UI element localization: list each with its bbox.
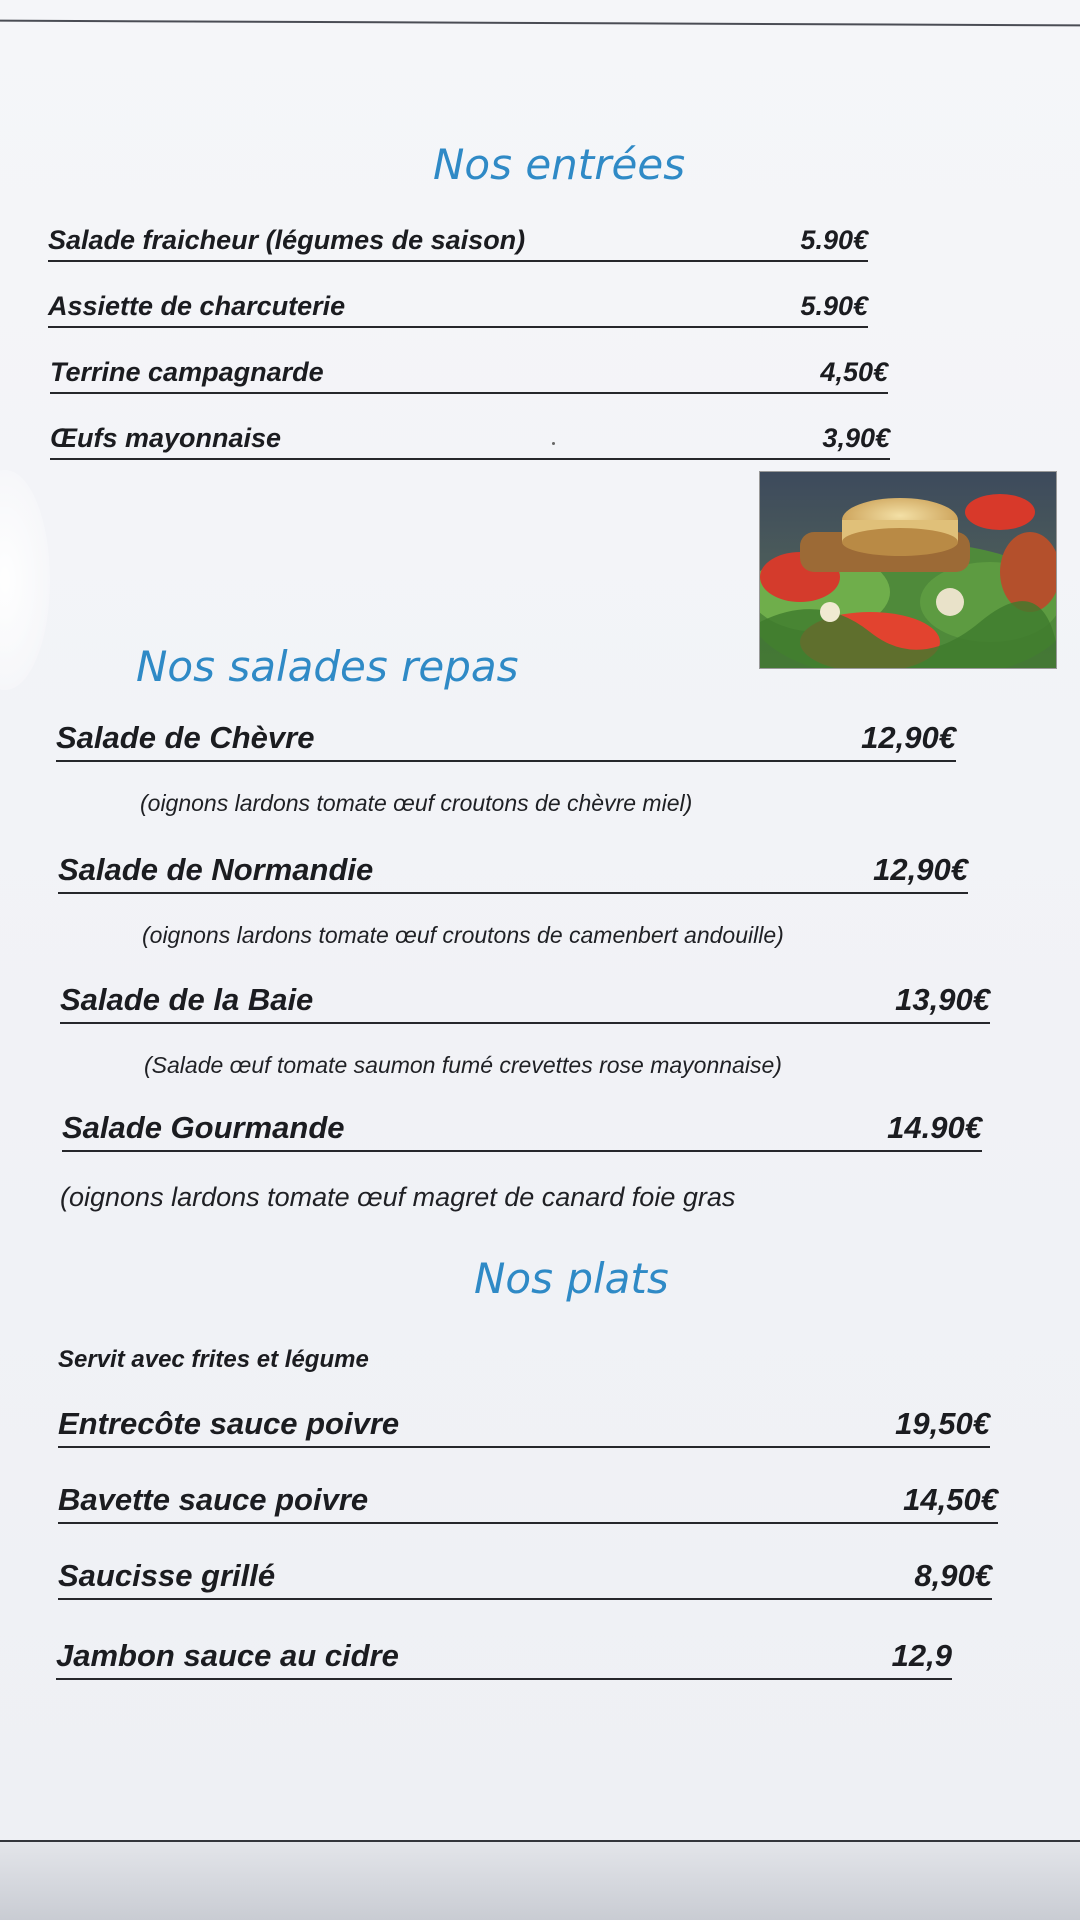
item-price: 12,90€ <box>873 852 968 887</box>
item-name: Assiette de charcuterie <box>48 291 346 321</box>
item-name: Jambon sauce au cidre <box>56 1638 399 1673</box>
menu-item <box>58 1404 990 1448</box>
item-name: Bavette sauce poivre <box>58 1482 369 1517</box>
table-edge <box>0 1842 1080 1920</box>
item-underline <box>58 1598 992 1600</box>
menu-item <box>60 980 990 1024</box>
item-price: 3,90€ <box>822 423 890 453</box>
item-underline <box>50 392 888 394</box>
item-price: 12,90€ <box>861 720 956 755</box>
item-price: 19,50€ <box>895 1406 990 1441</box>
item-underline <box>58 892 968 894</box>
item-underline <box>50 458 890 460</box>
item-underline <box>58 1446 990 1448</box>
item-price: 13,90€ <box>895 982 990 1017</box>
section-title-entrees: Nos entrées <box>433 140 686 189</box>
item-description: (Salade œuf tomate saumon fumé crevettes rose mayonnaise) <box>144 1052 782 1078</box>
menu-item <box>56 1636 952 1680</box>
item-name: Salade de Chèvre <box>56 720 315 755</box>
item-name: Salade fraicheur (légumes de saison) <box>48 225 526 255</box>
item-price: 14,50€ <box>903 1482 998 1517</box>
menu-item <box>50 416 890 460</box>
item-name: Saucisse grillé <box>58 1558 276 1593</box>
item-name: Entrecôte sauce poivre <box>58 1406 400 1441</box>
item-price: 12,9 <box>891 1638 952 1673</box>
item-underline <box>60 1022 990 1024</box>
item-price: 8,90€ <box>914 1558 992 1593</box>
item-name: Salade Gourmande <box>62 1110 345 1145</box>
item-underline <box>48 260 868 262</box>
item-price: 5.90€ <box>800 225 868 255</box>
item-name: Salade de Normandie <box>58 852 374 887</box>
top-divider <box>0 20 1080 27</box>
item-price: 5.90€ <box>800 291 868 321</box>
menu-item <box>56 718 956 762</box>
section-title-plats: Nos plats <box>474 1254 669 1303</box>
item-name: Œufs mayonnaise <box>50 423 282 453</box>
menu-item <box>58 1480 998 1524</box>
menu-item <box>50 350 888 394</box>
item-price: 4,50€ <box>820 357 888 387</box>
item-underline <box>58 1522 998 1524</box>
item-underline <box>48 326 868 328</box>
light-glare <box>0 470 50 690</box>
menu-item <box>48 218 868 262</box>
salad-photo <box>760 472 1056 668</box>
item-name: Terrine campagnarde <box>50 357 324 387</box>
item-name: Salade de la Baie <box>60 982 314 1017</box>
menu-item <box>58 1556 992 1600</box>
item-underline <box>62 1150 982 1152</box>
item-description: (oignons lardons tomate œuf croutons de chèvre miel) <box>140 790 693 816</box>
menu-item <box>62 1108 982 1152</box>
item-underline <box>56 1678 952 1680</box>
item-description: (oignons lardons tomate œuf magret de canard foie gras <box>60 1182 736 1212</box>
plats-note: Servit avec frites et légume <box>58 1346 369 1373</box>
item-price: 14.90€ <box>887 1110 982 1145</box>
section-title-salades: Nos salades repas <box>136 642 519 691</box>
menu-item <box>48 284 868 328</box>
salad-photo-icon <box>760 472 1056 668</box>
menu-item <box>58 850 968 894</box>
item-underline <box>56 760 956 762</box>
item-description: (oignons lardons tomate œuf croutons de camenbert andouille) <box>142 922 784 948</box>
